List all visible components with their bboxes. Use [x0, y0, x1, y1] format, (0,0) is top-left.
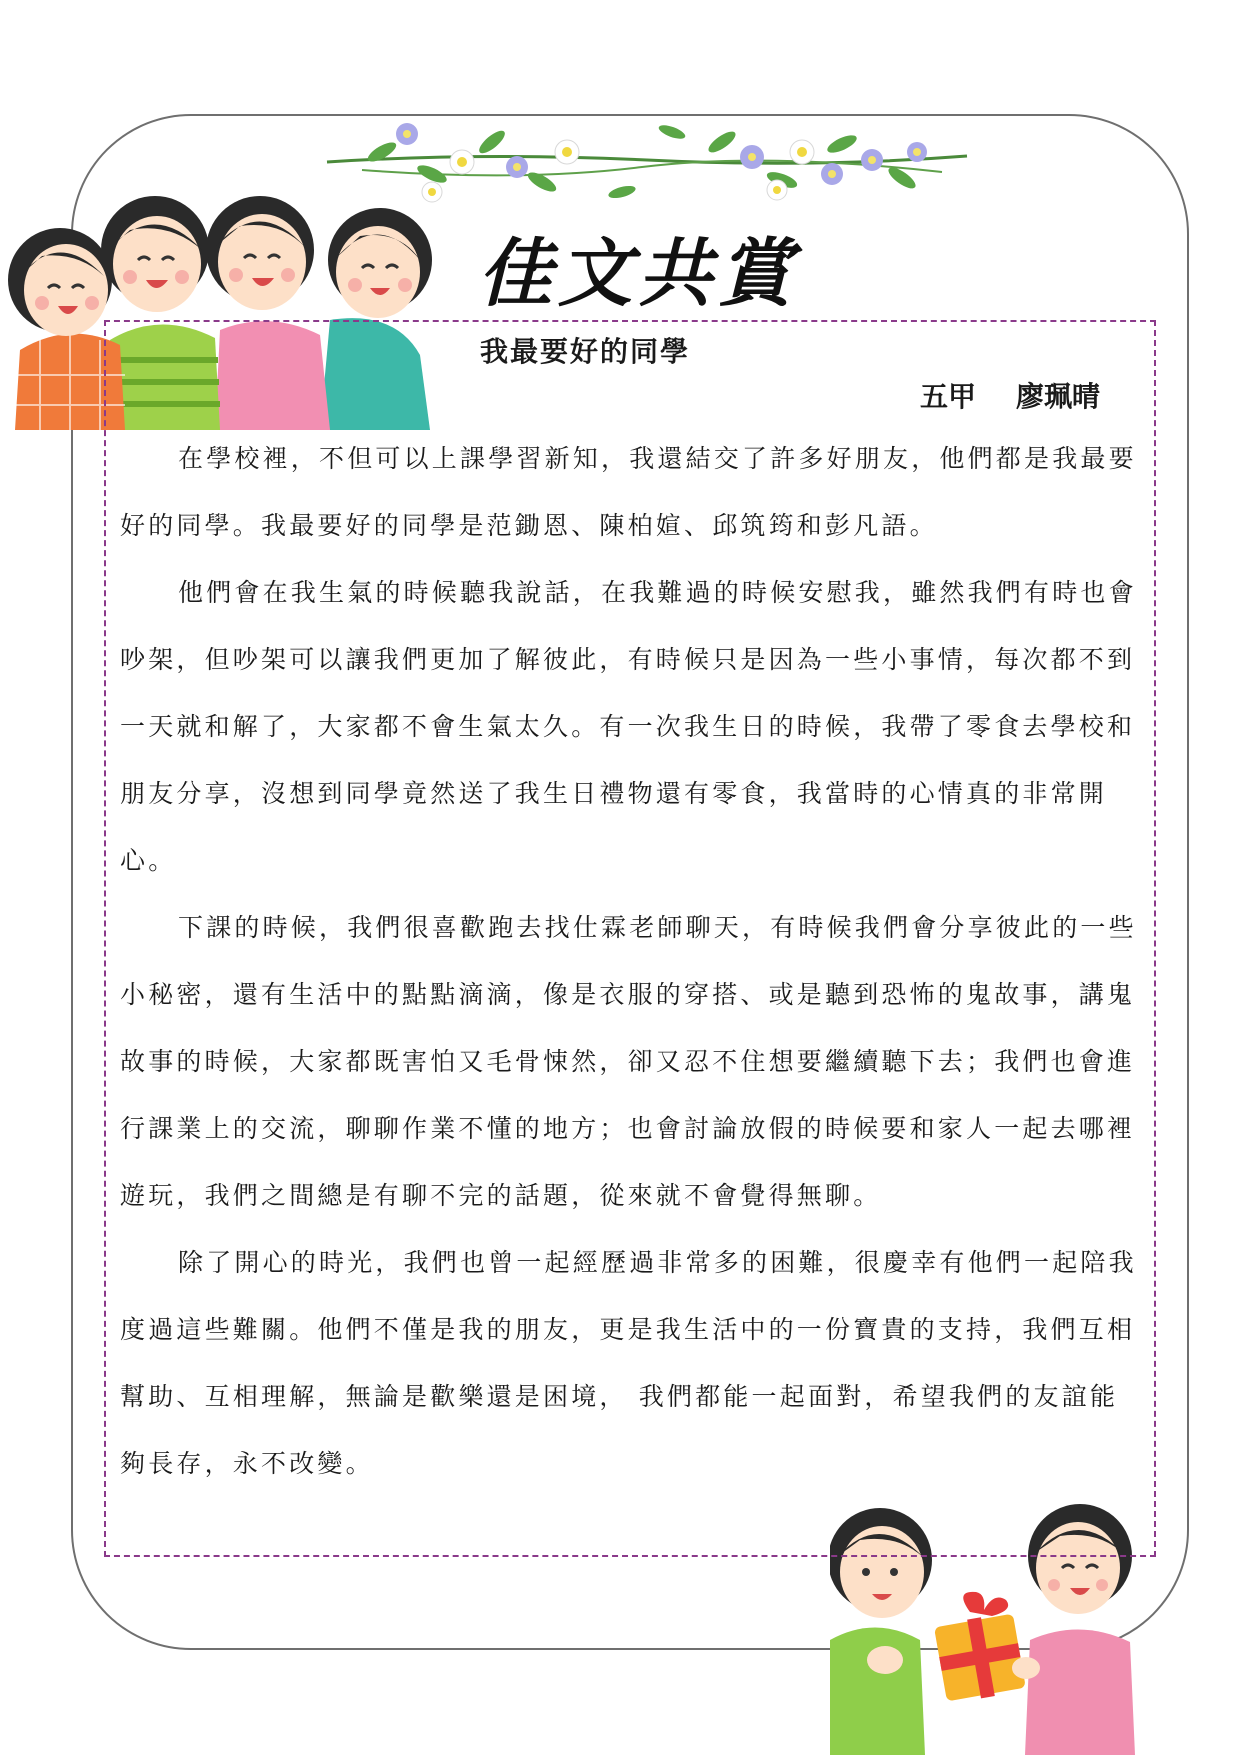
essay-paragraph: 除了開心的時光，我們也曾一起經歷過非常多的困難，很慶幸有他們一起陪我度過這些難關。他們不僅是我的朋友，更是我生活中的一份寶貴的支持，我們互相幫助、互相理解，無論是歡樂還是困境， 我們都能一起面對，希望我們的友誼能夠長存，永不改變。 — [120, 1248, 1137, 1478]
essay-paragraph: 他們會在我生氣的時候聽我說話，在我難過的時候安慰我，雖然我們有時也會吵架，但吵架可以讓我們更加了解彼此，有時候只是因為一些小事情，每次都不到一天就和解了，大家都不會生氣太久。有一次我生日的時候，我帶了零食去學校和朋友分享，沒想到同學竟然送了我生日禮物還有零食，我當時的心情真的非常開心。 — [120, 578, 1137, 875]
author-class: 五甲 — [920, 380, 977, 413]
essay-paragraph: 在學校裡，不但可以上課學習新知，我還結交了許多好朋友，他們都是我最要好的同學。我最要好的同學是范鋤恩、陳柏媗、邱筑筠和彭凡語。 — [120, 444, 1137, 540]
author-name: 廖珮晴 — [1016, 380, 1101, 413]
essay-title: 我最要好的同學 — [480, 335, 691, 368]
essay-paragraph: 下課的時候，我們很喜歡跑去找仕霖老師聊天，有時候我們會分享彼此的一些小秘密，還有生活中的點點滴滴，像是衣服的穿搭、或是聽到恐怖的鬼故事，講鬼故事的時候，大家都既害怕又毛骨悚然，卻又忍不住想要繼續聽下去；我們也會進行課業上的交流，聊聊作業不懂的地方；也會討論放假的時候要和家人一起去哪裡遊玩，我們之間總是有聊不完的話題，從來就不會覺得無聊。 — [120, 913, 1137, 1210]
essay-body — [120, 425, 1140, 1497]
page-banner: 佳文共賞 — [478, 231, 798, 317]
essay-byline — [920, 375, 1100, 415]
